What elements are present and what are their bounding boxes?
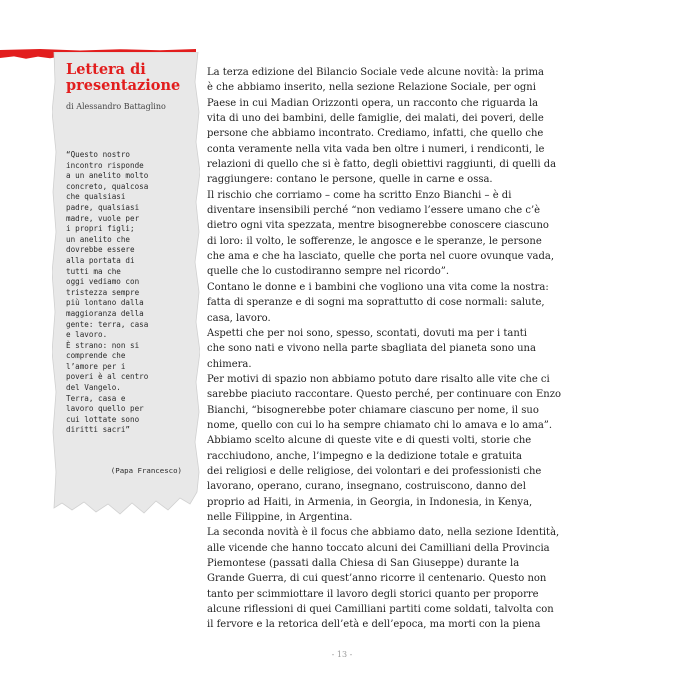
quote-line: Terra, casa e xyxy=(66,393,126,403)
body-line: proprio ad Haiti, in Armenia, in Georgia, in Indonesia, in Kenya, xyxy=(207,496,533,508)
quote-line: che qualsiasi xyxy=(66,192,126,202)
body-line: fatta di speranze e di sogni ma soprattutto di cose normali: salute, xyxy=(207,297,545,309)
quote-line: comprende che xyxy=(66,351,126,361)
body-line: il fervore e la retorica dell’età e dell’epoca, ma morti con la piena xyxy=(207,619,541,631)
body-line: quelle che lo custodiranno sempre nel ricordo”. xyxy=(207,266,450,278)
body-line: Il rischio che corriamo – come ha scritto Enzo Bianchi – è di xyxy=(207,189,512,201)
page-number: - 13 - xyxy=(331,650,353,659)
body-line: Piemontese (passati dalla Chiesa di San Giuseppe) durante la xyxy=(207,558,520,569)
quote-line: oggi vediamo con xyxy=(66,277,140,287)
quote-line: tutti ma che xyxy=(66,266,121,276)
body-line: Aspetti che per noi sono, spesso, scontati, dovuti ma per i tanti xyxy=(207,327,527,339)
quote-line: a un anelito molto xyxy=(66,171,149,181)
quote-line: più lontano dalla xyxy=(66,298,144,308)
body-line: alcune riflessioni di quei Camilliani partiti come soldati, talvolta con xyxy=(207,604,554,616)
body-line: alle vicende che hanno toccato alcuni dei Camilliani della Provincia xyxy=(207,542,550,554)
body-text xyxy=(207,65,647,633)
quote-line: diritti sacri” xyxy=(66,425,131,435)
body-line: diventare insensibili perché “non vediamo l’essere umano che c’è xyxy=(207,205,541,217)
quote-line: lavoro quello per xyxy=(66,404,144,414)
quote-line: incontro risponde xyxy=(66,160,144,170)
quote-line: madre, vuole per xyxy=(66,213,140,223)
body-line: Grande Guerra, di cui quest’anno ricorre il centenario. Questo non xyxy=(207,573,547,585)
body-line: Bianchi, “bisognerebbe poter chiamare ciascuno per nome, il suo xyxy=(207,404,539,416)
body-line: lavorano, operano, curano, insegnano, costruiscono, danno del xyxy=(207,481,526,493)
sidebar-title-line1: Lettera di xyxy=(66,61,146,78)
quote-line: cui lottate sono xyxy=(66,414,140,424)
body-line: La terza edizione del Bilancio Sociale vede alcune novità: la prima xyxy=(207,67,545,78)
body-line: nelle Filippine, in Argentina. xyxy=(207,511,353,523)
body-line: relazioni di quello che si è fatto, degli obiettivi raggiunti, di quelli da xyxy=(207,159,557,171)
body-line: Abbiamo scelto alcune di queste vite e di questi volti, storie che xyxy=(207,435,532,447)
sidebar-title xyxy=(66,62,196,94)
quote-line: padre, qualsiasi xyxy=(66,202,140,212)
body-line: conta veramente nella vita vada ben oltre i numeri, i rendiconti, le xyxy=(207,143,545,155)
quote-line: dovrebbe essere xyxy=(66,245,135,255)
quote-line: un anelito che xyxy=(66,234,131,244)
body-line: nome, quello con cui lo ha sempre chiamato chi lo amava e lo ama”. xyxy=(207,419,553,431)
quote-line: maggioranza della xyxy=(66,308,144,318)
body-line: dei religiosi e delle religiose, dei volontari e dei professionisti che xyxy=(207,465,542,477)
quote-line: del Vangelo. xyxy=(66,383,121,393)
quote-line: concreto, qualcosa xyxy=(66,181,149,191)
sidebar-quote xyxy=(66,150,186,436)
body-line: raggiungere: contano le persone, quelle in carne e ossa. xyxy=(207,174,493,186)
body-line: La seconda novità è il focus che abbiamo dato, nella sezione Identità, xyxy=(207,527,560,539)
quote-line: gente: terra, casa xyxy=(66,319,149,329)
quote-line: È strano: non si xyxy=(66,340,140,350)
body-line: è che abbiamo inserito, nella sezione Relazione Sociale, per ogni xyxy=(207,82,536,94)
body-line: vita di uno dei bambini, delle famiglie, dei malati, dei poveri, delle xyxy=(207,113,544,125)
body-line: Contano le donne e i bambini che vogliono una vita come la nostra: xyxy=(207,281,549,293)
body-line: racchiudono, anche, l’impegno e la dedizione totale e gratuita xyxy=(207,450,522,462)
quote-line: poveri è al centro xyxy=(66,372,149,382)
quote-line: l’amore per i xyxy=(66,361,126,371)
quote-attribution: (Papa Francesco) xyxy=(110,466,182,475)
body-line: persone che abbiamo incontrato. Crediamo, infatti, che quello che xyxy=(207,128,544,140)
body-line: sarebbe piaciuto raccontare. Questo perché, per continuare con Enzo xyxy=(207,389,562,401)
body-line: Paese in cui Madian Orizzonti opera, un racconto che riguarda la xyxy=(207,97,539,109)
quote-line: e lavoro. xyxy=(66,330,108,340)
body-line: che sono nati e vivono nella parte sbagliata del pianeta sono una xyxy=(207,343,536,355)
body-line: chimera. xyxy=(207,358,252,370)
sidebar-author: di Alessandro Battaglino xyxy=(66,102,166,111)
body-line: dietro ogni vita spezzata, mentre bisognerebbe conoscere ciascuno xyxy=(207,220,549,232)
body-line: di loro: il volto, le sofferenze, le angosce e le speranze, le persone xyxy=(207,235,542,247)
quote-line: alla portata di xyxy=(66,255,135,265)
sidebar-title-line2: presentazione xyxy=(66,77,181,94)
quote-line: tristezza sempre xyxy=(66,287,140,297)
body-line: che ama e che ha lasciato, quelle che porta nel cuore ovunque vada, xyxy=(207,251,555,263)
body-line: Per motivi di spazio non abbiamo potuto dare risalto alle vite che ci xyxy=(207,373,550,385)
body-line: casa, lavoro. xyxy=(207,312,271,324)
quote-line: “Questo nostro xyxy=(66,150,131,159)
body-line: tanto per scimmiottare il lavoro degli storici quanto per proporre xyxy=(207,588,539,600)
quote-line: i propri figli; xyxy=(66,224,135,234)
